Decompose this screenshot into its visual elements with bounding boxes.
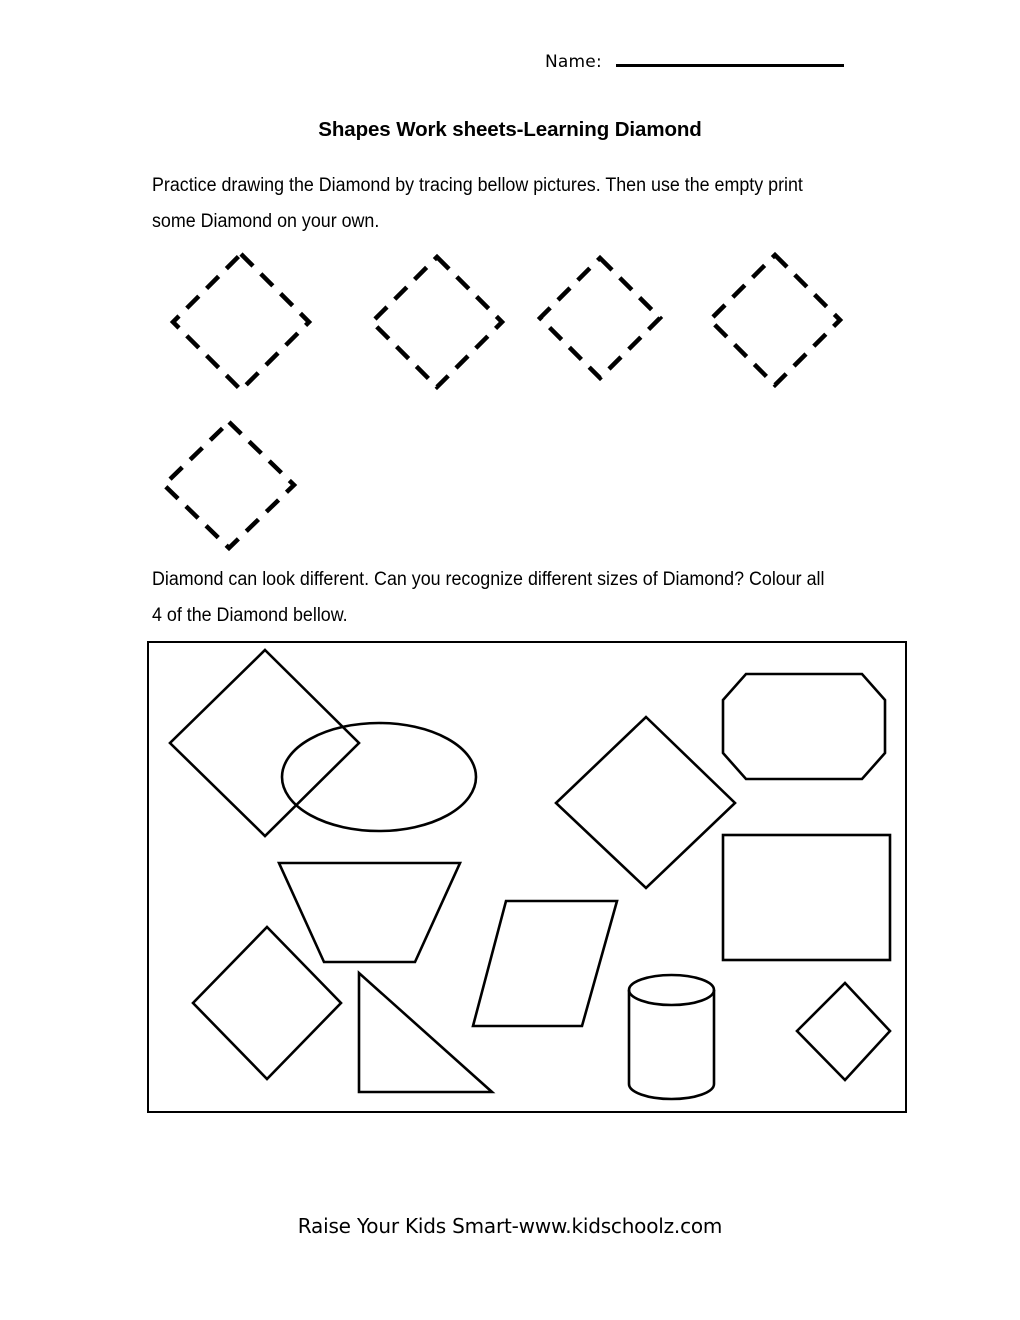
footer-credit: Raise Your Kids Smart-www.kidschoolz.com (297, 1214, 723, 1238)
instructions-colouring: Diamond can look different. Can you recognize different sizes of Diamond? Colour all 4 of the Diamond bellow. (152, 569, 825, 626)
shape-small-diamond[interactable] (797, 983, 890, 1080)
name-label: Name: (545, 52, 602, 72)
shape-large-diamond[interactable] (170, 650, 359, 836)
shape-trapezoid[interactable] (279, 863, 460, 962)
trace-diamond-1[interactable] (173, 254, 309, 390)
trace-diamond-5[interactable] (164, 422, 294, 548)
shape-cylinder[interactable] (629, 975, 714, 1099)
shape-octagon[interactable] (723, 674, 885, 779)
trace-diamond-3[interactable] (540, 258, 660, 378)
shape-ellipse[interactable] (282, 723, 476, 831)
shape-rectangle[interactable] (723, 835, 890, 960)
trace-diamond-2[interactable] (372, 257, 502, 387)
page-title: Shapes Work sheets-Learning Diamond (318, 118, 702, 141)
name-row (545, 52, 844, 72)
shape-medium-diamond[interactable] (556, 717, 735, 888)
instructions-tracing: Practice drawing the Diamond by tracing bellow pictures. Then use the empty print some Diamond on your own. (152, 175, 803, 232)
name-write-line[interactable] (616, 64, 844, 67)
trace-diamond-4[interactable] (710, 255, 840, 385)
shape-right-triangle[interactable] (359, 973, 492, 1092)
shapes-recognition-box (147, 641, 907, 1113)
shape-parallelogram[interactable] (473, 901, 617, 1026)
